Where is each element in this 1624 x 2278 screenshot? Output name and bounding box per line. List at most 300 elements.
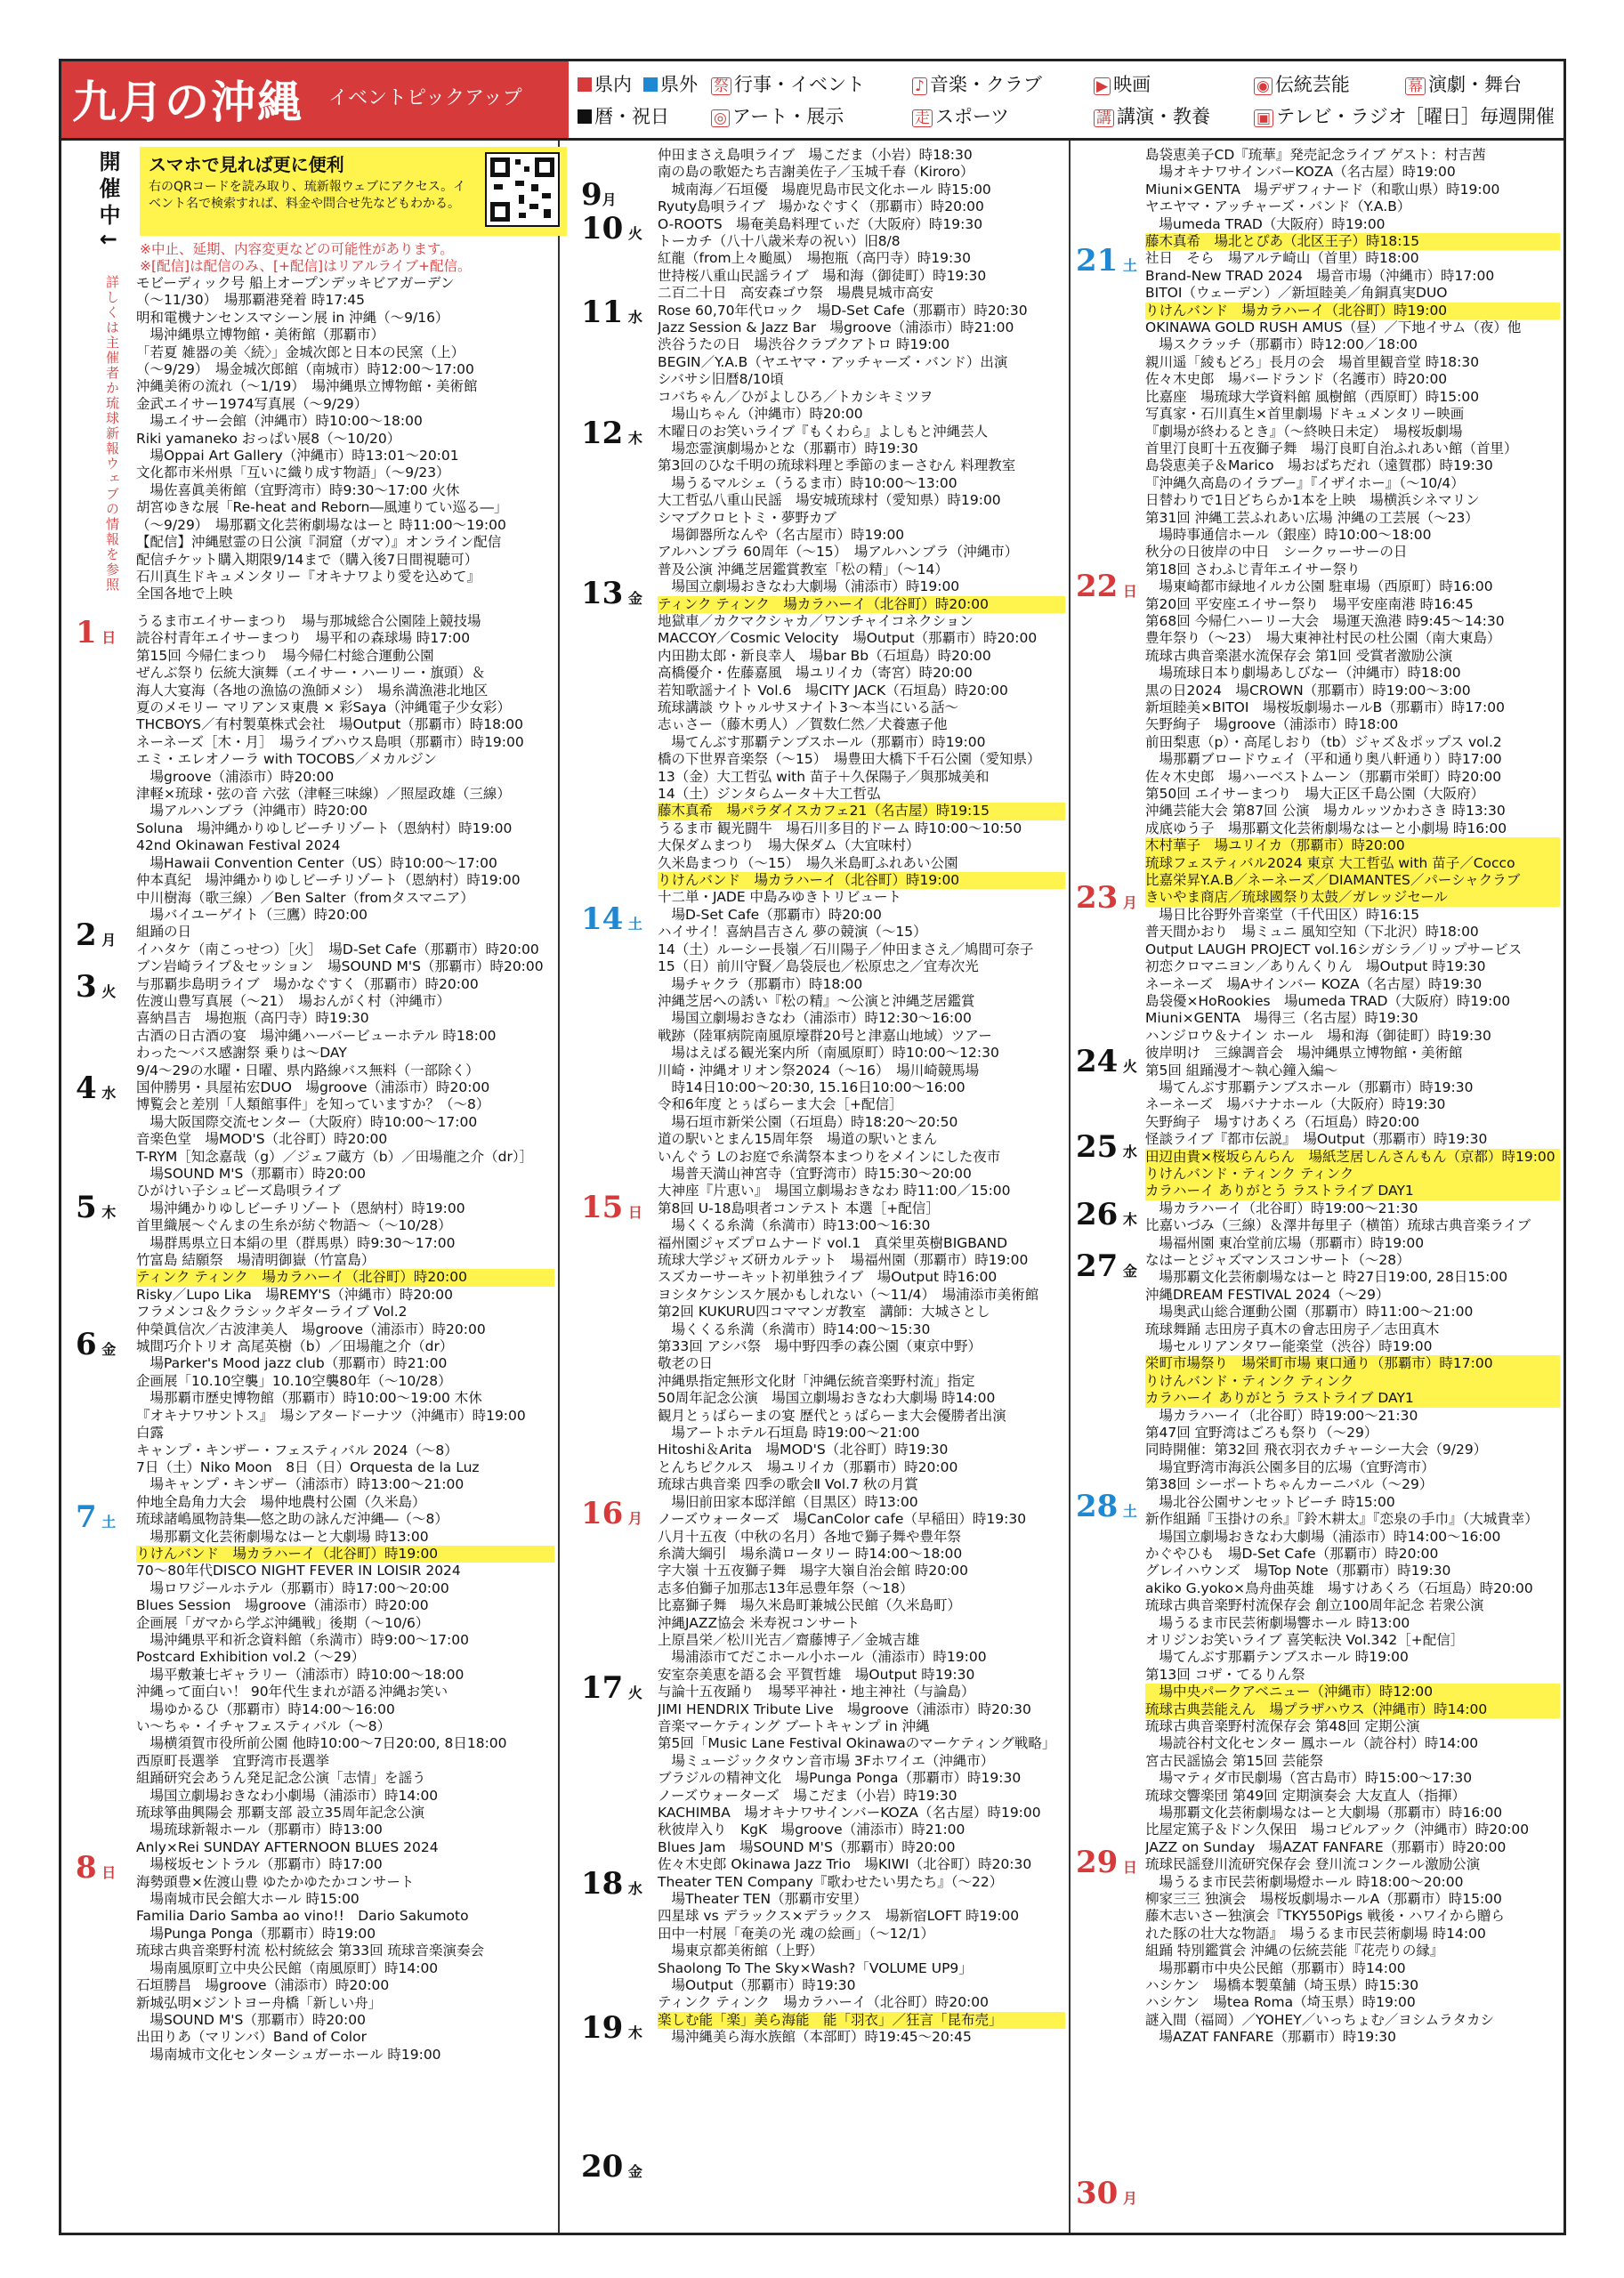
event-item: 出田りあ（マリンバ）Band of Color xyxy=(136,2029,367,2046)
event-item: 場佐喜眞美術館（宜野湾市）時9:30〜17:00 火休 xyxy=(136,481,460,498)
event-item: ブラジルの精神文化 場Punga Ponga（那覇市）時19:30 xyxy=(658,1770,1022,1787)
event-item: 福州園ジャズプロムナード vol.1 真栄里英樹BIGBAND xyxy=(658,1234,1008,1251)
film-icon: ▶ xyxy=(1094,77,1111,95)
event-item: 15（日）前川守賢／島袋辰也／松原忠之／宜寿次光 xyxy=(658,958,979,975)
event-item: シマブクロヒトミ・夢野カブ xyxy=(658,509,837,526)
day-24: 24 火 xyxy=(1076,1044,1137,1079)
event-item: （〜9/29） 場那覇文化芸術劇場なはーと 時11:00〜19:00 xyxy=(136,516,506,533)
event-item: 場マティダ市民劇場（宮古島市）時15:00〜17:30 xyxy=(1145,1770,1473,1787)
event-item: O-ROOTS 場奄美島料理てぃだ（大阪府）時19:30 xyxy=(658,215,983,232)
day-23: 23 月 xyxy=(1076,880,1137,916)
event-item: JAZZ on Sunday 場AZAT FANFARE（那覇市）時20:00 xyxy=(1145,1838,1507,1855)
event-item: 第5回「Music Lane Festival Okinawaのマーケティング戦略」 xyxy=(658,1735,1056,1752)
event-item: Riki yamaneko おっぱい展8（〜10/20） xyxy=(136,430,401,447)
event-item: 文化都市米州県「互いに織り成す物語」（〜9/23） xyxy=(136,464,450,481)
event-item: 場Punga Ponga（那覇市）時19:00 xyxy=(136,1925,376,1942)
event-item: 博覧会と差別「人類館事件」を知っていますか？（〜8） xyxy=(136,1096,490,1113)
event-item: 佐々木史郎 Okinawa Jazz Trio 場KIWI（北谷町）時20:30 xyxy=(658,1856,1032,1873)
event-item: 柳家三三 独演会 場桜坂劇場ホールA（那覇市）時15:00 xyxy=(1145,1891,1502,1908)
event-item: りけんバンド 場カラハーイ（北谷町）時19:00 xyxy=(136,1546,554,1563)
column-1-days xyxy=(136,613,554,2064)
qr-title: スマホで見れば更に便利 xyxy=(149,154,344,175)
event-item: ひがけい子シュビーズ島唄ライブ xyxy=(136,1183,341,1200)
event-item: KACHIMBA 場オキナワサインバーKOZA（名古屋）時19:00 xyxy=(658,1805,1041,1821)
event-item: 場てんぶす那覇テンブスホール 時19:00 xyxy=(1145,1649,1409,1666)
event-item: 古酒の日古酒の宴 場沖縄ハーバービューホテル 時18:00 xyxy=(136,1027,497,1044)
event-item: 比嘉獅子舞 場久米島町兼城公民館（久米島町） xyxy=(658,1597,962,1614)
event-item: 矢野絢子 場groove（浦添市）時18:00 xyxy=(1145,716,1399,733)
day-20: 20 金 xyxy=(581,2149,642,2185)
day-21: 21 土 xyxy=(1076,243,1137,279)
event-item: 世持桜八重山民謡ライブ 場和海（御徒町）時19:30 xyxy=(658,267,987,284)
event-item: ヨシタケシンスケ展かもしれない（〜11/4） 場浦添市美術館 xyxy=(658,1286,1039,1303)
event-item: 沖縄DREAM FESTIVAL 2024（〜29） xyxy=(1145,1286,1390,1303)
legend-item: 県外 xyxy=(643,70,698,97)
legend-item: 幕 演劇・舞台 xyxy=(1405,70,1522,97)
event-item: 石川真生ドキュメンタリー『オキナワより愛を込めて』 xyxy=(136,568,481,585)
event-item: 琉球フェスティバル2024 東京 大工哲弘 with 苗子／Cocco xyxy=(1145,855,1560,872)
event-item: ティンク ティンク 場カラハーイ（北谷町）時20:00 xyxy=(658,1994,989,2011)
event-item: 場沖縄かりゆしビーチリゾート（恩納村）時19:00 xyxy=(136,1200,465,1216)
event-item: 全国各地で上映 xyxy=(136,586,233,602)
square-icon xyxy=(578,77,592,92)
legend xyxy=(578,69,1556,134)
event-item: コバちゃん／ひがよしひろ／トカシキミツヲ xyxy=(658,388,933,405)
event-item: 場福州園 東冶堂前広場（那覇市）時19:00 xyxy=(1145,1234,1425,1251)
legend-item: ◎ アート・展示 xyxy=(711,102,844,129)
event-item: 藤木真希 場パラダイスカフェ21（名古屋）時19:15 xyxy=(658,803,1065,820)
event-item: 第38回 シーポートちゃんカーニバル（〜29） xyxy=(1145,1476,1434,1493)
event-item: 国仲勝男・具屋祐宏DUO 場groove（浦添市）時20:00 xyxy=(136,1078,490,1095)
event-item: 場うるマルシェ（うるま市）時10:00〜13:00 xyxy=(658,474,957,491)
event-item: 音楽マーケティング ブートキャンプ in 沖縄 xyxy=(658,1717,930,1734)
event-item: 場旧前田家本邸洋館（目黒区）時13:00 xyxy=(658,1493,918,1510)
event-item: 島袋恵美子CD『琉華』発売記念ライブ ゲスト：村吉茜 xyxy=(1145,147,1486,163)
qr-body: 右のQRコードを読み取り、琉新報ウェブにアクセス。イベント名で検索すれば、料金や問合せ先などもわかる。 xyxy=(149,180,466,211)
event-item: 仲本真紀 場沖縄かりゆしビーチリゾート（恩納村）時19:00 xyxy=(136,872,521,889)
event-item: 琉球古典芸能えん 場プラザハウス（沖縄市）時14:00 xyxy=(1145,1701,1560,1718)
event-item: 安室奈美恵を語る会 平賀哲雄 場Output 時19:30 xyxy=(658,1666,975,1683)
event-item: 上原昌栄／松川光吉／齋藤博子／金城吉雄 xyxy=(658,1631,920,1648)
event-item: 琉球古典音楽野村流 松村統絃会 第33回 琉球音楽演奏会 xyxy=(136,1943,485,1959)
event-item: ティンク ティンク 場カラハーイ（北谷町）時20:00 xyxy=(136,1269,554,1286)
day-26: 26 木 xyxy=(1076,1197,1137,1232)
event-item: Brand-New TRAD 2024 場音市場（沖縄市）時17:00 xyxy=(1145,267,1495,284)
title-banner xyxy=(61,61,569,138)
event-item: 比嘉座 場琉球大学資料館 風樹館（西原町）時15:00 xyxy=(1145,388,1480,405)
art-icon: ◎ xyxy=(711,109,730,127)
legend-item: ♪ 音楽・クラブ xyxy=(912,70,1042,97)
event-item: 場日比谷野外音楽堂（千代田区）時16:15 xyxy=(1145,906,1420,923)
day-3: 3 火 xyxy=(76,969,117,1005)
event-item: い〜ちゃ・イチャフェスティバル（〜8） xyxy=(136,1718,392,1734)
event-item: 場南風原町立中央公民館（南風原町）時14:00 xyxy=(136,1959,439,1976)
event-item: 矢野絢子 場すけあくろ（石垣島）時20:00 xyxy=(1145,1113,1420,1130)
event-item: 場恋霊演劇場かとな（那覇市）時19:30 xyxy=(658,440,918,456)
event-item: 楽しむ能「楽」美ら海能 能「羽衣」／狂言「昆布売」 xyxy=(658,2012,1065,2029)
event-item: 宮古民謡協会 第15回 芸能祭 xyxy=(1145,1752,1324,1769)
event-item: 道の駅いとまん15周年祭 場道の駅いとまん xyxy=(658,1131,938,1148)
notice: ※中止、延期、内容変更などの可能性があります。 ※[配信]は配信のみ、[+配信]はリアルライブ+配信。 xyxy=(140,241,472,275)
event-item: 親川遥「綾もどろ」長月の会 場首里観音堂 時18:30 xyxy=(1145,353,1480,370)
legend-item: 走 スポーツ xyxy=(912,102,1009,129)
event-item: 佐渡山豊写真展（〜21） 場おんがく村（沖縄市） xyxy=(136,992,450,1009)
event-item: 場アートホテル石垣島 時19:00〜21:00 xyxy=(658,1425,920,1442)
event-item: 7日（土）Niko Moon 8日（日）Orquesta de la Luz xyxy=(136,1458,480,1475)
event-item: 藤木志いさー独演会『TKY550Pigs 戦後・ハワイから贈ら xyxy=(1145,1908,1505,1925)
event-item: 秋分の日彼岸の中日 シークヮーサーの日 xyxy=(1145,544,1408,561)
day-1: 1 日 xyxy=(76,615,117,650)
side-note: 詳しくは主催者か琉球新報ウェブの情報を参照 xyxy=(104,275,120,593)
event-item: いんぐう Lのお庭で糸満祭本まつりをメインにした夜市 xyxy=(658,1148,1001,1165)
event-item: akiko G.yoko×鳥舟曲英雄 場すけあくろ（石垣島）時20:00 xyxy=(1145,1579,1533,1596)
event-item: 紅龍（from上々颱風） 場抱瓶（高円寺）時19:30 xyxy=(658,250,971,267)
event-item: うるま市 観光闘牛 場石川多目的ドーム 時10:00〜10:50 xyxy=(658,820,1022,836)
event-item: りけんバンド 場カラハーイ（北谷町）時19:00 xyxy=(1145,303,1560,319)
event-item: 明和電機ナンセンスマシーン展 in 沖縄（〜9/16） xyxy=(136,309,449,326)
column-divider xyxy=(1069,141,1071,2233)
event-item: 大保ダムまつり 場大保ダム（大宜味村） xyxy=(658,837,920,854)
day-14: 14 土 xyxy=(581,901,642,937)
event-item: 第18回 さわふじ青年エイサー祭り xyxy=(1145,561,1361,578)
event-item: 第2回 KUKURU四コママンガ教室 講師：大城さとし xyxy=(658,1304,990,1321)
event-item: 城間巧介トリオ 高尾英樹（b）／田場龍之介（dr） xyxy=(136,1338,454,1355)
event-item: 首里織展〜ぐんまの生糸が紡ぐ物語〜（〜10/28） xyxy=(136,1217,452,1234)
event-item: 金武エイサー1974写真展（〜9/29） xyxy=(136,395,368,412)
event-item: 場那覇文化芸術劇場なはーと 時27日19:00, 28日15:00 xyxy=(1145,1269,1508,1286)
event-item: ぜんぶ祭り 伝統大演舞（エイサー・ハーリー・旗頭）＆ xyxy=(136,665,486,682)
event-item: 豊年祭り（〜23） 場大東神社村民の杜公園（南大東島） xyxy=(1145,630,1501,647)
page-title: 九月の沖縄 xyxy=(72,76,303,128)
legend-item: ［曜日］毎週開催 xyxy=(1405,106,1555,127)
event-item: 沖縄JAZZ協会 米寿祝コンサート xyxy=(658,1614,860,1631)
event-item: 字大嶺 十五夜獅子舞 場字大嶺自治会館 時20:00 xyxy=(658,1563,969,1579)
event-item: 胡宮ゆきな展「Re-heat and Reborn―風連りてい巡る―」 xyxy=(136,499,508,516)
event-item: 比嘉いづみ（三線）＆澤井毎里子（横笛）琉球古典音楽ライブ xyxy=(1145,1217,1531,1234)
event-item: 八月十五夜（中秋の名月）各地で獅子舞や豊年祭 xyxy=(658,1528,962,1545)
event-item: 場沖縄県平和祈念資料館（糸満市）時9:00〜17:00 xyxy=(136,1631,469,1648)
event-item: Anly×Rei SUNDAY AFTERNOON BLUES 2024 xyxy=(136,1838,439,1855)
event-item: Soluna 場沖縄かりゆしビーチリゾート（恩納村）時19:00 xyxy=(136,820,513,836)
event-item: 13（金）大工哲弘 with 苗子＋久保陽子／與那城美和 xyxy=(658,768,990,785)
event-item: 首里汀良町十五夜獅子舞 場汀良町自治ふれあい館（首里） xyxy=(1145,440,1518,456)
event-item: きいやま商店／琉球國祭り太鼓／ガレッジセール xyxy=(1145,889,1560,906)
event-item: 与那覇歩島明ライブ 場かなぐすく（那覇市）時20:00 xyxy=(136,975,479,992)
event-item: ノーズウォーターズ 場CanColor cafe（早稲田）時19:30 xyxy=(658,1511,1027,1528)
event-item: 場横須賀市役所前公園 他時10:00〜7日20:00, 8日18:00 xyxy=(136,1735,507,1752)
event-item: 場てんぶす那覇テンブスホール（那覇市）時19:30 xyxy=(1145,1078,1474,1095)
event-item: 場時事通信ホール（銀座）時10:00〜18:00 xyxy=(1145,526,1432,543)
event-item: 第13回 コザ・てるりん祭 xyxy=(1145,1666,1305,1683)
event-item: 普天間かおり 場ミュニ 風知空知（下北沢）時18:00 xyxy=(1145,924,1479,941)
event-item: 第33回 アシバ祭 場中野四季の森公園（東京中野） xyxy=(658,1338,982,1355)
event-item: グレイハウンズ 場Top Note（那覇市）時19:30 xyxy=(1145,1563,1451,1579)
event-item: 大神座『片恵い』 場国立劇場おきなわ 時11:00／15:00 xyxy=(658,1183,1011,1200)
event-item: わった〜バス感謝祭 乗りは〜DAY xyxy=(136,1045,347,1062)
event-item: ティンク ティンク 場カラハーイ（北谷町）時20:00 xyxy=(658,596,1065,613)
event-item: 海勢頭豊×佐渡山豊 ゆたかゆたかコンサート xyxy=(136,1873,415,1890)
day-5: 5 木 xyxy=(76,1190,117,1225)
event-item: （〜11/30） 場那覇港発着 時17:45 xyxy=(136,292,366,309)
event-item: 場桜坂セントラル（那覇市）時17:00 xyxy=(136,1856,383,1873)
event-item: 14（土）ルーシー長嶺／石川陽子／仲田まさえ／鳩間可奈子 xyxy=(658,941,1034,957)
event-item: カラハーイ ありがとう ラストライブ DAY1 xyxy=(1145,1183,1560,1200)
event-item: ネーネーズ 場バナナホール（大阪府）時19:30 xyxy=(1145,1096,1446,1113)
event-item: 場南城市文化センターシュガーホール 時19:00 xyxy=(136,2046,441,2063)
day-8: 8 日 xyxy=(76,1850,117,1886)
event-item: 企画展「ガマから学ぶ沖縄戦」後期（〜10/6） xyxy=(136,1614,430,1631)
tradition-icon: ◉ xyxy=(1254,77,1273,95)
event-item: りけんバンド 場カラハーイ（北谷町）時19:00 xyxy=(658,872,1065,889)
event-item: 琉球古典音楽湛水流保存会 第1回 受賞者激励公演 xyxy=(1145,647,1453,664)
day-11: 11 水 xyxy=(581,295,642,330)
event-item: 沖縄芸能大会 第87回 公演 場カルッツかわさき 時13:30 xyxy=(1145,803,1506,820)
event-item: 成底ゆう子 場那覇文化芸術劇場なはーと小劇場 時16:00 xyxy=(1145,820,1507,836)
event-item: 仲地全島角力大会 場仲地農村公園（久米島） xyxy=(136,1493,426,1510)
event-item: キャンプ・キンザー・フェスティバル 2024（〜8） xyxy=(136,1442,458,1458)
event-item: 大工哲弘八重山民謡 場安城琉球村（愛知県）時19:00 xyxy=(658,492,1001,509)
event-item: 読谷村青年エイサーまつり 場平和の森球場 時17:00 xyxy=(136,630,471,647)
event-item: MACCOY／Cosmic Velocity 場Output（那覇市）時20:00 xyxy=(658,630,1038,647)
event-item: 場オキナワサインバーKOZA（名古屋）時19:00 xyxy=(1145,164,1456,181)
day-18: 18 水 xyxy=(581,1866,642,1902)
event-item: 琉球古典音楽野村流保存会 第48回 定期公演 xyxy=(1145,1717,1420,1734)
square-icon xyxy=(578,109,592,124)
event-item: 場AZAT FANFARE（那覇市）時19:30 xyxy=(1145,2029,1397,2046)
day-12: 12 木 xyxy=(581,416,642,451)
event-item: 70〜80年代DISCO NIGHT FEVER IN LOISIR 2024 xyxy=(136,1563,461,1579)
event-item: Rose 60,70年代ロック 場D-Set Cafe（那覇市）時20:30 xyxy=(658,302,1028,319)
event-item: 場東京都美術館（上野） xyxy=(658,1943,824,1959)
event-item: 南の島の歌姫たち吉謝美佐子／玉城千春（Kiroro） xyxy=(658,164,974,181)
event-item: 場大阪国際交流センター（大阪府）時10:00〜17:00 xyxy=(136,1113,478,1130)
column-divider xyxy=(558,141,560,2233)
event-item: 志ぃさー（藤木勇人）／賀数仁然／犬養憲子他 xyxy=(658,716,948,733)
day-13: 13 金 xyxy=(581,576,642,611)
event-item: 場南城市民会館大ホール 時15:00 xyxy=(136,1891,360,1908)
event-item: THCBOYS／有村製菓株式会社 場Output（那覇市）時18:00 xyxy=(136,716,523,733)
event-item: BEGIN／Y.A.B（ヤエヤマ・アッチャーズ・バンド）出演 xyxy=(658,353,1008,370)
event-item: 場沖縄県立博物館・美術館（那覇市） xyxy=(136,327,385,343)
event-item: Familia Dario Samba ao vino!! Dario Sakumoto xyxy=(136,1908,469,1925)
day-15: 15 日 xyxy=(581,1190,642,1225)
event-item: 『劇場が終わるとき』（〜終映日未定） 場桜坂劇場 xyxy=(1145,423,1463,440)
event-item: シバサシ旧暦8/10頃 xyxy=(658,371,784,388)
event-item: 第3回のひな千明の琉球料理と季節のまーさむん 料理教室 xyxy=(658,457,1016,474)
event-item: 場中央パークアベニュー（沖縄市）時12:00 xyxy=(1145,1684,1560,1700)
event-item: 琉球古典音楽 四季の歌会Ⅱ Vol.7 秋の月賞 xyxy=(658,1476,918,1493)
square-icon xyxy=(643,77,658,92)
event-item: 四星球 vs デラックス×デラックス 場新宿LOFT 時19:00 xyxy=(658,1908,1020,1925)
lecture-icon: 講 xyxy=(1094,109,1114,127)
event-item: 城南海／石垣優 場鹿児島市民文化ホール 時15:00 xyxy=(658,181,991,198)
event-item: Shaolong To The Sky×Wash?「VOLUME UP9」 xyxy=(658,1959,973,1976)
event-item: 場奥武山総合運動公園（那覇市）時11:00〜21:00 xyxy=(1145,1304,1474,1321)
event-item: Miuni×GENTA 場得三（名古屋）時19:30 xyxy=(1145,1010,1418,1027)
event-item: 沖縄芝居への誘い『松の精』〜公演と沖縄芝居鑑賞 xyxy=(658,992,975,1009)
event-item: 第47回 宜野湾はごろも祭り（〜29） xyxy=(1145,1425,1378,1442)
legend-item: 講 講演・教養 xyxy=(1094,102,1210,129)
event-item: 場カラハーイ（北谷町）時19:00〜21:30 xyxy=(1145,1407,1418,1424)
event-item: Ryuty島唄ライブ 場かなぐすく（那覇市）時20:00 xyxy=(658,198,984,215)
event-item: 場チャクラ（那覇市）時18:00 xyxy=(658,975,863,992)
column-3 xyxy=(1145,147,1560,2047)
event-item: 新作組踊『玉掛けの糸』『鈴木耕太』『恋泉の手巾』（大城貴幸） xyxy=(1145,1511,1539,1528)
event-item: Blues Jam 場SOUND M'S（那覇市）時20:00 xyxy=(658,1838,956,1855)
event-item: 地獄車／カクマクシャカ／ワンチャイコネクション xyxy=(658,612,974,629)
event-item: モビーディック号 船上オープンデッキビアガーデン xyxy=(136,275,455,291)
event-item: 場石垣市新栄公園（石垣島）時18:20〜20:50 xyxy=(658,1113,958,1130)
event-item: 第20回 平安座エイサー祭り 場平安座南港 時16:45 xyxy=(1145,595,1474,612)
event-item: Jazz Session & Jazz Bar 場groove（浦添市）時21:00 xyxy=(658,319,1014,336)
event-item: 前田梨恵（p）・高尾しおり（tb）ジャズ＆ポップス vol.2 xyxy=(1145,733,1502,750)
event-item: Blues Session 場groove（浦添市）時20:00 xyxy=(136,1597,429,1614)
event-item: 場那覇ブロードウェイ（平和通り奥八軒通り）時17:00 xyxy=(1145,751,1502,768)
event-item: 場ゆかるひ（那覇市）時14:00〜16:00 xyxy=(136,1700,395,1717)
event-item: 田辺由貴×桜坂らんらん 場紙芝居しんさんもん（京都）時19:00 xyxy=(1145,1149,1560,1166)
event-item: 場那覇市歴史博物館（那覇市）時10:00〜19:00 木休 xyxy=(136,1390,482,1407)
day-27: 27 金 xyxy=(1076,1248,1137,1284)
event-item: 場琉球新報ホール（那覇市）時13:00 xyxy=(136,1822,383,1838)
event-item: かぐやひも 場D-Set Cafe（那覇市）時20:00 xyxy=(1145,1545,1439,1562)
event-item: 新垣睦美×BITOI 場桜坂劇場ホールB（那覇市）時17:00 xyxy=(1145,699,1505,715)
event-item: 場groove（浦添市）時20:00 xyxy=(136,768,335,785)
event-item: 場アルハンブラ（沖縄市）時20:00 xyxy=(136,803,368,820)
event-item: 志多伯獅子加那志13年忌豊年祭（〜18） xyxy=(658,1579,914,1596)
event-item: 喜納昌吉 場抱瓶（高円寺）時19:30 xyxy=(136,1010,369,1027)
event-item: とんちピクルス 場ユリイカ（那覇市）時20:00 xyxy=(658,1458,958,1475)
event-item: 場那覇文化芸術劇場なはーと大劇場（那覇市）時16:00 xyxy=(1145,1805,1503,1821)
event-item: 場国立劇場おきなわ大劇場（浦添市）時19:00 xyxy=(658,578,960,595)
event-item: 比屋定篤子＆ドン久保田 場コピルアック（沖縄市）時20:00 xyxy=(1145,1822,1530,1838)
event-item: 組踊研究会あうん発足記念公演「志情」を謡う xyxy=(136,1770,426,1787)
event-item: 佐々木史郎 場ハーベストムーン（那覇市栄町）時20:00 xyxy=(1145,768,1502,785)
sports-icon: 走 xyxy=(912,109,933,127)
event-item: 観月とぅばらーまの宴 歴代とぅばらーま大会優勝者出演 xyxy=(658,1407,1006,1424)
event-item: 久米島まつり（〜15） 場久米島町ふれあい公園 xyxy=(658,854,958,871)
day-10: 10 火 xyxy=(581,211,642,246)
event-item: 琉球交響楽団 第49回 定期演奏会 大友直人（指揮） xyxy=(1145,1787,1466,1804)
event-item: 琉球古典音楽野村流保存会 創立100周年記念 若衆公演 xyxy=(1145,1597,1484,1614)
event-item: 普及公演 沖縄芝居鑑賞教室「松の精」（〜14） xyxy=(658,561,949,578)
event-item: 「若夏 雑器の美〈続〉」金城次郎と日本の民窯（上） xyxy=(136,343,465,360)
legend-item: ◉ 伝統芸能 xyxy=(1254,70,1350,97)
column-2 xyxy=(658,147,1065,2047)
page-subtitle: イベントピックアップ xyxy=(328,87,522,109)
event-item: Risky／Lupo Lika 場REMY'S（沖縄市）時20:00 xyxy=(136,1286,454,1303)
event-item: 謎入間（福岡）／YOHEY／いっちょむ／ヨシムラタカシ xyxy=(1145,2011,1494,2028)
event-item: 場Hawaii Convention Center（US）時10:00〜17:00 xyxy=(136,854,497,871)
legend-item: 祭 行事・イベント xyxy=(711,70,865,97)
day-28: 28 土 xyxy=(1076,1489,1137,1524)
event-item: 場読谷村文化センター 鳳ホール（読谷村）時14:00 xyxy=(1145,1735,1479,1752)
day-7: 7 土 xyxy=(76,1499,117,1535)
event-item: 場セルリアンタワー能楽堂（渋谷）時19:00 xyxy=(1145,1338,1433,1355)
event-item: 黒の日2024 場CROWN（那覇市）時19:00〜3:00 xyxy=(1145,682,1471,699)
event-item: りけんバンド・ティンク ティンク xyxy=(1145,1166,1560,1183)
day-16: 16 月 xyxy=(581,1496,642,1531)
event-item: 石垣勝昌 場groove（浦添市）時20:00 xyxy=(136,1977,390,1994)
event-item: 栄町市場祭り 場栄町市場 東口通り（那覇市）時17:00 xyxy=(1145,1355,1560,1372)
event-item: 白露 xyxy=(136,1425,165,1442)
event-item: 音楽色堂 場MOD'S（北谷町）時20:00 xyxy=(136,1131,388,1148)
qr-code-icon[interactable] xyxy=(485,152,560,227)
column-1 xyxy=(136,275,554,603)
event-item: 場御器所なんや（名古屋市）時19:00 xyxy=(658,526,905,543)
event-item: 橋の下世界音楽祭（〜15） 場豊田大橋下千石公園（愛知県） xyxy=(658,751,1041,768)
event-item: 場北谷公園サンセットビーチ 時15:00 xyxy=(1145,1493,1395,1510)
event-item: 与論十五夜踊り 場琴平神社・地主神社（与論島） xyxy=(658,1684,975,1700)
event-item: 第50回 エイサーまつり 場大正区千島公園（大阪府） xyxy=(1145,786,1485,803)
event-item: 配信チケット購入期限9/14まで（購入後7日間視聴可） xyxy=(136,551,479,568)
event-item: 場SOUND M'S（那覇市）時20:00 xyxy=(136,1166,366,1182)
event-item: 場琉球日本り劇場あしびなー（沖縄市）時18:00 xyxy=(1145,665,1461,682)
event-item: 戦跡（陸軍病院南風原壕群20号と津嘉山地域）ツアー xyxy=(658,1027,992,1044)
event-item: 場キャンプ・キンザー（浦添市）時13:00〜21:00 xyxy=(136,1476,465,1493)
event-item: 場スクラッチ（那覇市）時12:00／18:00 xyxy=(1145,336,1418,353)
legend-item: 暦・祝日 xyxy=(578,102,669,129)
day-2: 2 月 xyxy=(76,917,117,953)
event-item: 場はえばる観光案内所（南風原町）時10:00〜12:30 xyxy=(658,1045,999,1062)
event-item: 島袋恵美子＆Marico 場おばちだれ（遠賀郡）時19:30 xyxy=(1145,457,1493,474)
event-item: ハシケン 場tea Roma（埼玉県）時19:00 xyxy=(1145,1994,1416,2011)
event-item: 木村華子 場ユリイカ（那覇市）時20:00 xyxy=(1145,837,1560,854)
day-9: 9月 xyxy=(581,177,617,213)
day-4: 4 水 xyxy=(76,1070,117,1106)
event-item: 42nd Okinawan Festival 2024 xyxy=(136,837,341,854)
event-item: 場浦添市てだこホール小ホール（浦添市）時19:00 xyxy=(658,1649,987,1666)
event-item: ヤエヤマ・アッチャーズ・バンド（Y.A.B） xyxy=(1145,198,1411,215)
event-item: 14（土）ジンタらムータ＋大工哲弘 xyxy=(658,786,881,803)
event-item: エミ・エレオノーラ with TOCOBS／メカルジン xyxy=(136,751,437,768)
event-item: なはーとジャズマンスコンサート（〜28） xyxy=(1145,1252,1410,1268)
event-item: 場Parker's Mood jazz club（那覇市）時21:00 xyxy=(136,1355,448,1372)
event-item: 場那覇文化芸術劇場なはーと大劇場 時13:00 xyxy=(136,1528,429,1545)
event-item: 場普天満山神宮寺（宜野湾市）時15:30〜20:00 xyxy=(658,1165,972,1182)
event-item: Theater TEN Company『歌わせたい男たち』（〜22） xyxy=(658,1873,1004,1890)
event-item: 藤木真希 場北とぴあ（北区王子）時18:15 xyxy=(1145,233,1560,250)
event-item: 場国立劇場おきなわ小劇場（浦添市）時14:00 xyxy=(136,1787,439,1804)
event-item: Miuni×GENTA 場デザフィナード（和歌山県）時19:00 xyxy=(1145,181,1500,198)
event-item: 高橋優介・佐藤嘉風 場ユリイカ（寄宮）時20:00 xyxy=(658,665,973,682)
tv-icon: ▣ xyxy=(1254,109,1273,127)
event-item: 場バイユーゲイト（三鷹）時20:00 xyxy=(136,906,368,923)
event-item: 琉球講談 ウトゥルサヌナイト3〜本当にいる話〜 xyxy=(658,699,959,715)
event-item: 場うるま市民芸術劇場燈ホール 時18:00〜20:00 xyxy=(1145,1873,1464,1890)
event-item: 竹富島 結願祭 場清明御嶽（竹富島） xyxy=(136,1252,376,1269)
event-item: 若知歌謡ナイト Vol.6 場CITY JACK（石垣島）時20:00 xyxy=(658,682,1008,699)
music-icon: ♪ xyxy=(912,77,927,95)
event-item: 場D-Set Cafe（那覇市）時20:00 xyxy=(658,906,882,923)
event-item: 琉球箏曲興陽会 那覇支部 設立35周年記念公演 xyxy=(136,1805,425,1822)
event-item: 仲田まさえ島唄ライブ 場こだま（小岩）時18:30 xyxy=(658,147,973,163)
event-item: 場東崎都市緑地イルカ公園 駐車場（西原町）時16:00 xyxy=(1145,578,1493,595)
event-item: 敬老の日 xyxy=(658,1355,714,1372)
event-item: 場エイサー会館（沖縄市）時10:00〜18:00 xyxy=(136,413,423,430)
event-item: アルハンブラ 60周年（〜15） 場アルハンブラ（沖縄市） xyxy=(658,544,1019,561)
event-item: 川崎・沖縄オリオン祭2024（〜16） 場川崎競馬場 xyxy=(658,1062,980,1078)
event-item: 沖縄県指定無形文化財「沖縄伝統音楽野村流」指定 xyxy=(658,1372,975,1389)
event-item: 場てんぶす那覇テンブスホール（那覇市）時19:00 xyxy=(658,733,986,750)
event-item: ネーネーズ 場Aサインバー KOZA（名古屋）時19:30 xyxy=(1145,975,1483,992)
event-item: ノーズウォーターズ 場こだま（小岩）時19:30 xyxy=(658,1787,957,1804)
event-item: 第8回 U-18島唄者コンテスト 本選［+配信］ xyxy=(658,1200,940,1216)
event-item: 木曜日のお笑いライブ『もくわら』よしもと沖縄芸人 xyxy=(658,423,989,440)
event-item: 場Output（那覇市）時19:30 xyxy=(658,1977,856,1994)
event-item: 沖縄美術の流れ（〜1/19） 場沖縄県立博物館・美術館 xyxy=(136,378,478,395)
event-item: T-RYM［知念嘉哉（g）／ジェフ蔵方（b）／田場龍之介（dr）］ xyxy=(136,1148,534,1165)
event-item: うるま市エイサーまつり 場与那城総合公園陸上競技場 xyxy=(136,613,481,629)
